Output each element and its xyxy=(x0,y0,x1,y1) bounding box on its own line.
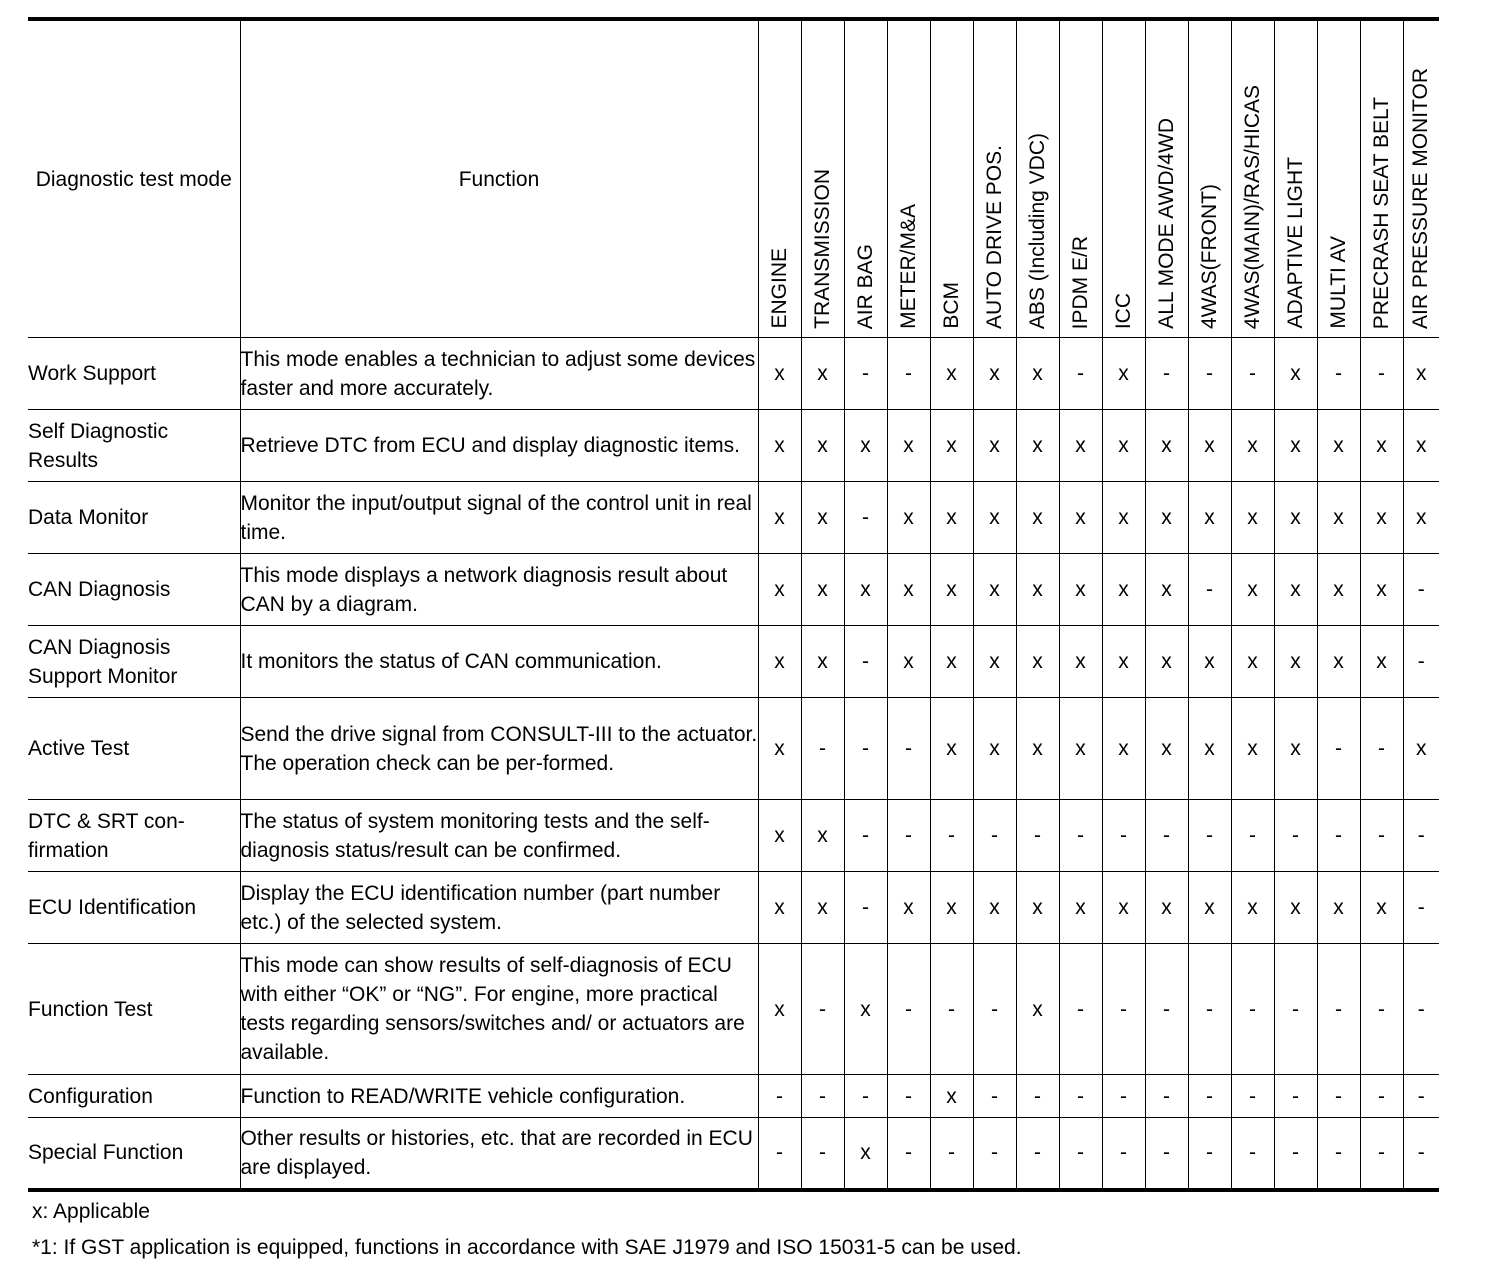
header-row xyxy=(28,19,1439,338)
row-function-cell: This mode can show results of self-diagnosis of ECU with either “OK” or “NG”. For engine, more practical tests regarding sensors/switches and/ or actuators are available. xyxy=(240,944,758,1075)
header-system-label: 4WAS(FRONT) xyxy=(1197,183,1221,329)
applicability-mark: - xyxy=(801,1118,844,1190)
table-row xyxy=(28,554,1439,626)
header-system-label: ADAPTIVE LIGHT xyxy=(1283,157,1307,329)
applicability-mark: x xyxy=(1102,482,1145,554)
applicability-mark: x xyxy=(930,872,973,944)
table-notes xyxy=(32,1194,1022,1266)
applicability-mark: - xyxy=(758,1075,801,1118)
applicability-mark: x xyxy=(1317,872,1360,944)
applicability-mark: - xyxy=(844,482,887,554)
applicability-mark: - xyxy=(1016,1118,1059,1190)
applicability-mark: - xyxy=(1317,800,1360,872)
applicability-mark: - xyxy=(887,1118,930,1190)
row-function-cell: Send the drive signal from CONSULT-III to the actuator. The operation check can be per-formed. xyxy=(240,698,758,800)
header-system-label: BCM xyxy=(939,282,963,329)
applicability-mark: x xyxy=(1059,482,1102,554)
header-system-label: PRECRASH SEAT BELT xyxy=(1369,96,1393,329)
applicability-mark: x xyxy=(1403,410,1439,482)
applicability-mark: x xyxy=(1102,410,1145,482)
applicability-mark: x xyxy=(973,482,1016,554)
applicability-mark: - xyxy=(1102,800,1145,872)
applicability-mark: x xyxy=(1145,698,1188,800)
applicability-mark: - xyxy=(1231,1075,1274,1118)
applicability-mark: - xyxy=(930,944,973,1075)
row-function-cell: Retrieve DTC from ECU and display diagnostic items. xyxy=(240,410,758,482)
applicability-mark: x xyxy=(1016,944,1059,1075)
applicability-mark: x xyxy=(1016,626,1059,698)
applicability-mark: x xyxy=(1231,872,1274,944)
applicability-mark: - xyxy=(930,1118,973,1190)
applicability-mark: - xyxy=(1102,944,1145,1075)
applicability-mark: x xyxy=(1102,554,1145,626)
applicability-mark: - xyxy=(973,944,1016,1075)
row-mode-cell: CAN Diagnosis xyxy=(28,554,240,626)
applicability-mark: - xyxy=(1360,338,1403,410)
applicability-mark: x xyxy=(758,410,801,482)
applicability-mark: x xyxy=(1016,410,1059,482)
applicability-mark: x xyxy=(801,800,844,872)
applicability-mark: - xyxy=(1317,944,1360,1075)
applicability-mark: - xyxy=(844,872,887,944)
row-mode-cell: Special Function xyxy=(28,1118,240,1190)
applicability-mark: x xyxy=(844,944,887,1075)
applicability-mark: - xyxy=(887,338,930,410)
row-function-cell: Display the ECU identification number (part number etc.) of the selected system. xyxy=(240,872,758,944)
applicability-mark: x xyxy=(1145,410,1188,482)
applicability-mark: x xyxy=(973,410,1016,482)
applicability-mark: - xyxy=(844,1075,887,1118)
applicability-mark: - xyxy=(1360,800,1403,872)
header-system xyxy=(1360,19,1403,338)
applicability-mark: - xyxy=(1403,1075,1439,1118)
applicability-mark: x xyxy=(1403,698,1439,800)
applicability-mark: x xyxy=(1102,872,1145,944)
header-system-label: AIR BAG xyxy=(853,243,877,329)
applicability-mark: - xyxy=(1403,554,1439,626)
header-system-label: ENGINE xyxy=(767,248,791,329)
applicability-mark: x xyxy=(973,698,1016,800)
applicability-mark: x xyxy=(758,626,801,698)
applicability-mark: x xyxy=(887,626,930,698)
header-system xyxy=(1188,19,1231,338)
applicability-mark: x xyxy=(1016,482,1059,554)
applicability-mark: x xyxy=(887,482,930,554)
applicability-mark: x xyxy=(887,554,930,626)
applicability-mark: x xyxy=(1059,554,1102,626)
applicability-mark: - xyxy=(1274,944,1317,1075)
row-function-cell: The status of system monitoring tests and the self-diagnosis status/result can be confirmed. xyxy=(240,800,758,872)
applicability-mark: x xyxy=(930,626,973,698)
header-system xyxy=(930,19,973,338)
table-body xyxy=(28,338,1439,1190)
row-function-cell: Other results or histories, etc. that are recorded in ECU are displayed. xyxy=(240,1118,758,1190)
applicability-mark: - xyxy=(1360,944,1403,1075)
applicability-mark: - xyxy=(1360,1075,1403,1118)
applicability-mark: x xyxy=(1317,554,1360,626)
applicability-mark: - xyxy=(1145,1075,1188,1118)
applicability-mark: x xyxy=(1274,698,1317,800)
applicability-mark: x xyxy=(1274,626,1317,698)
row-mode-cell: ECU Identification xyxy=(28,872,240,944)
applicability-mark: x xyxy=(1231,554,1274,626)
applicability-mark: x xyxy=(844,554,887,626)
applicability-mark: - xyxy=(1317,698,1360,800)
applicability-mark: x xyxy=(1059,872,1102,944)
applicability-mark: x xyxy=(1145,872,1188,944)
applicability-mark: - xyxy=(1274,1075,1317,1118)
row-function-cell: This mode enables a technician to adjust some devices faster and more accurately. xyxy=(240,338,758,410)
header-system-label: MULTI AV xyxy=(1326,236,1350,329)
applicability-mark: - xyxy=(1016,1075,1059,1118)
applicability-mark: - xyxy=(1360,1118,1403,1190)
applicability-mark: x xyxy=(1059,698,1102,800)
applicability-mark: - xyxy=(1059,800,1102,872)
applicability-mark: x xyxy=(1360,482,1403,554)
applicability-mark: x xyxy=(887,410,930,482)
applicability-mark: x xyxy=(1016,554,1059,626)
header-system-label: AUTO DRIVE POS. xyxy=(982,145,1006,329)
applicability-mark: x xyxy=(1016,872,1059,944)
table-row xyxy=(28,410,1439,482)
row-mode-cell: Configuration xyxy=(28,1075,240,1118)
applicability-mark: x xyxy=(1188,482,1231,554)
header-system-label: IPDM E/R xyxy=(1068,235,1092,329)
applicability-mark: x xyxy=(1360,872,1403,944)
applicability-mark: - xyxy=(844,800,887,872)
applicability-mark: x xyxy=(1360,626,1403,698)
applicability-mark: x xyxy=(1231,410,1274,482)
footnote: *1: If GST application is equipped, functions in accordance with SAE J1979 and ISO 15031-5 can be used. xyxy=(32,1236,1022,1259)
applicability-mark: - xyxy=(1317,338,1360,410)
applicability-mark: x xyxy=(758,800,801,872)
applicability-mark: - xyxy=(1274,800,1317,872)
diagnostic-mode-table xyxy=(28,17,1439,1192)
applicability-mark: - xyxy=(1403,800,1439,872)
applicability-mark: x xyxy=(758,554,801,626)
applicability-mark: x xyxy=(1274,872,1317,944)
applicability-mark: - xyxy=(801,698,844,800)
row-mode-cell: Work Support xyxy=(28,338,240,410)
header-system xyxy=(844,19,887,338)
applicability-mark: x xyxy=(1403,338,1439,410)
applicability-mark: - xyxy=(1145,1118,1188,1190)
row-function-cell: It monitors the status of CAN communication. xyxy=(240,626,758,698)
header-system xyxy=(1317,19,1360,338)
applicability-mark: x xyxy=(801,338,844,410)
header-system-label: ALL MODE AWD/4WD xyxy=(1154,118,1178,329)
applicability-mark: - xyxy=(1188,944,1231,1075)
applicability-mark: - xyxy=(1188,1118,1231,1190)
header-system xyxy=(1016,19,1059,338)
applicability-mark: - xyxy=(1102,1075,1145,1118)
applicability-mark: x xyxy=(758,872,801,944)
header-system xyxy=(1102,19,1145,338)
applicability-mark: x xyxy=(1231,626,1274,698)
header-system-label: AIR PRESSURE MONITOR xyxy=(1409,68,1433,329)
applicability-mark: x xyxy=(973,338,1016,410)
applicability-mark: - xyxy=(1403,944,1439,1075)
row-function-cell: This mode displays a network diagnosis result about CAN by a diagram. xyxy=(240,554,758,626)
applicability-mark: - xyxy=(1059,338,1102,410)
applicability-mark: x xyxy=(1102,698,1145,800)
applicability-mark: x xyxy=(758,698,801,800)
applicability-mark: x xyxy=(930,482,973,554)
row-mode-cell: Data Monitor xyxy=(28,482,240,554)
applicability-mark: x xyxy=(1317,626,1360,698)
row-mode-cell: DTC & SRT con-firmation xyxy=(28,800,240,872)
applicability-mark: x xyxy=(1274,482,1317,554)
applicability-mark: x xyxy=(930,554,973,626)
row-mode-cell: Function Test xyxy=(28,944,240,1075)
header-diagnostic-test-mode: Diagnostic test mode xyxy=(28,19,240,338)
applicability-mark: x xyxy=(1145,482,1188,554)
applicability-mark: x xyxy=(801,554,844,626)
header-system-label: 4WAS(MAIN)/RAS/HICAS xyxy=(1240,84,1264,329)
applicability-mark: x xyxy=(887,872,930,944)
applicability-mark: - xyxy=(801,944,844,1075)
applicability-mark: x xyxy=(1317,482,1360,554)
applicability-mark: x xyxy=(1016,338,1059,410)
applicability-mark: - xyxy=(1403,872,1439,944)
table-row xyxy=(28,698,1439,800)
applicability-mark: x xyxy=(1102,338,1145,410)
applicability-mark: - xyxy=(1102,1118,1145,1190)
applicability-mark: x xyxy=(1231,698,1274,800)
applicability-mark: x xyxy=(801,482,844,554)
applicability-mark: - xyxy=(1188,554,1231,626)
table-row xyxy=(28,482,1439,554)
applicability-mark: x xyxy=(1231,482,1274,554)
applicability-mark: - xyxy=(887,698,930,800)
row-mode-cell: Active Test xyxy=(28,698,240,800)
applicability-mark: x xyxy=(1016,698,1059,800)
header-system xyxy=(1059,19,1102,338)
row-function-cell: Monitor the input/output signal of the control unit in real time. xyxy=(240,482,758,554)
header-system-label: ABS (Including VDC) xyxy=(1025,132,1049,329)
applicability-mark: - xyxy=(1360,698,1403,800)
applicability-mark: x xyxy=(1102,626,1145,698)
table-row xyxy=(28,1075,1439,1118)
header-system xyxy=(887,19,930,338)
applicability-mark: x xyxy=(1145,626,1188,698)
applicability-mark: x xyxy=(930,338,973,410)
applicability-mark: - xyxy=(973,800,1016,872)
applicability-mark: x xyxy=(1188,626,1231,698)
applicability-mark: x xyxy=(1317,410,1360,482)
applicability-mark: x xyxy=(1059,626,1102,698)
applicability-mark: x xyxy=(930,1075,973,1118)
header-system xyxy=(973,19,1016,338)
header-system xyxy=(1274,19,1317,338)
applicability-mark: x xyxy=(1360,554,1403,626)
applicability-mark: - xyxy=(1317,1118,1360,1190)
applicability-mark: x xyxy=(973,872,1016,944)
applicability-mark: - xyxy=(801,1075,844,1118)
applicability-mark: x xyxy=(1274,338,1317,410)
applicability-mark: x xyxy=(1274,410,1317,482)
applicability-mark: - xyxy=(1145,338,1188,410)
applicability-mark: x xyxy=(930,698,973,800)
applicability-mark: x xyxy=(1145,554,1188,626)
applicability-mark: x xyxy=(973,626,1016,698)
applicability-mark: x xyxy=(930,410,973,482)
applicability-mark: x xyxy=(801,626,844,698)
applicability-mark: - xyxy=(887,944,930,1075)
applicability-mark: - xyxy=(1274,1118,1317,1190)
table-row xyxy=(28,626,1439,698)
header-system xyxy=(758,19,801,338)
header-system xyxy=(1231,19,1274,338)
applicability-mark: - xyxy=(1188,1075,1231,1118)
applicability-mark: - xyxy=(1059,1075,1102,1118)
applicability-mark: - xyxy=(1059,944,1102,1075)
applicability-mark: x xyxy=(758,338,801,410)
applicability-mark: - xyxy=(844,626,887,698)
header-system xyxy=(1145,19,1188,338)
applicability-mark: - xyxy=(1403,1118,1439,1190)
applicability-mark: x xyxy=(1188,410,1231,482)
applicability-mark: - xyxy=(758,1118,801,1190)
applicability-mark: x xyxy=(1059,410,1102,482)
applicability-mark: - xyxy=(887,800,930,872)
table-row xyxy=(28,1118,1439,1190)
table-row xyxy=(28,872,1439,944)
applicability-mark: - xyxy=(930,800,973,872)
header-function: Function xyxy=(240,19,758,338)
applicability-mark: - xyxy=(844,338,887,410)
applicability-mark: - xyxy=(973,1075,1016,1118)
header-system xyxy=(1403,19,1439,338)
applicability-mark: x xyxy=(1403,482,1439,554)
table-row xyxy=(28,338,1439,410)
applicability-mark: - xyxy=(1317,1075,1360,1118)
applicability-mark: - xyxy=(1403,626,1439,698)
applicability-mark: - xyxy=(973,1118,1016,1190)
applicability-mark: x xyxy=(1188,698,1231,800)
header-system-label: ICC xyxy=(1111,292,1135,329)
header-system-label: METER/M&A xyxy=(896,204,920,329)
applicability-mark: - xyxy=(1145,944,1188,1075)
applicability-mark: x xyxy=(801,410,844,482)
table-row xyxy=(28,800,1439,872)
applicability-mark: - xyxy=(1231,800,1274,872)
applicability-mark: - xyxy=(1231,1118,1274,1190)
applicability-mark: - xyxy=(1145,800,1188,872)
applicability-mark: x xyxy=(801,872,844,944)
applicability-mark: - xyxy=(1016,800,1059,872)
applicability-mark: - xyxy=(1231,944,1274,1075)
applicability-mark: x xyxy=(1360,410,1403,482)
applicability-mark: x xyxy=(973,554,1016,626)
applicability-mark: x xyxy=(758,482,801,554)
applicability-mark: - xyxy=(1231,338,1274,410)
row-mode-cell: CAN Diagnosis Support Monitor xyxy=(28,626,240,698)
applicability-mark: - xyxy=(1059,1118,1102,1190)
applicability-mark: x xyxy=(844,410,887,482)
table-row xyxy=(28,944,1439,1075)
applicability-mark: x xyxy=(758,944,801,1075)
header-system xyxy=(801,19,844,338)
applicability-mark: - xyxy=(1188,338,1231,410)
applicability-mark: x xyxy=(1188,872,1231,944)
header-system-label: TRANSMISSION xyxy=(810,169,834,329)
applicability-mark: x xyxy=(1274,554,1317,626)
applicability-mark: - xyxy=(1188,800,1231,872)
row-mode-cell: Self Diagnostic Results xyxy=(28,410,240,482)
applicability-mark: x xyxy=(844,1118,887,1190)
row-function-cell: Function to READ/WRITE vehicle configuration. xyxy=(240,1075,758,1118)
legend-note: x: Applicable xyxy=(32,1200,150,1223)
applicability-mark: - xyxy=(844,698,887,800)
applicability-mark: - xyxy=(887,1075,930,1118)
